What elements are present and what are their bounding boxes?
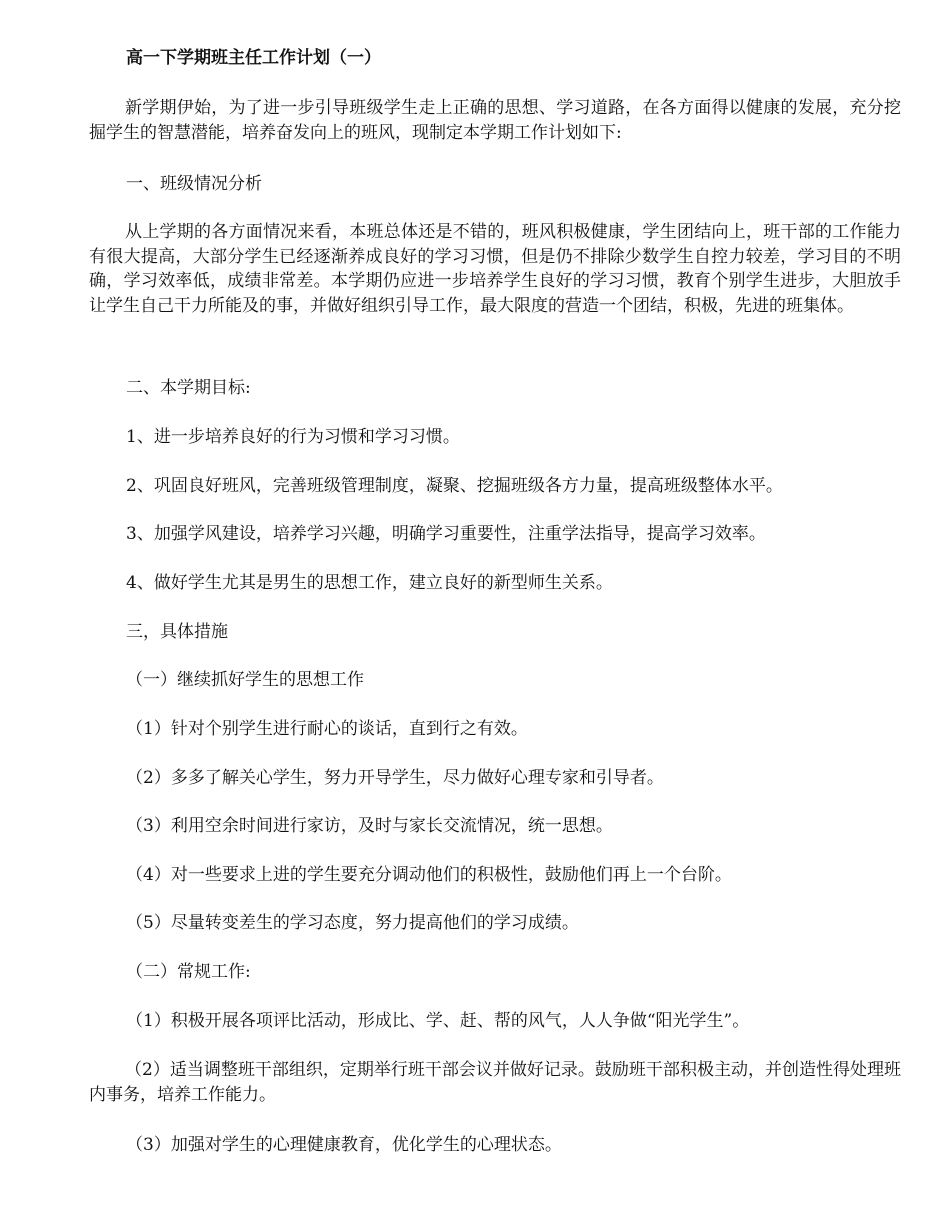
sub1-item: （1）针对个别学生进行耐心的谈话，直到行之有效。 xyxy=(126,719,528,739)
section1-heading: 一、班级情况分析 xyxy=(126,174,262,194)
section2-heading: 二、本学期目标: xyxy=(126,378,251,398)
intro-paragraph: 新学期伊始，为了进一步引导班级学生走上正确的思想、学习道路，在各方面得以健康的发展，充分挖掘学生的智慧潜能，培养奋发向上的班风，现制定本学期工作计划如下: xyxy=(89,98,901,143)
sub1-heading: （一）继续抓好学生的思想工作 xyxy=(126,670,364,690)
sub2-item: （1）积极开展各项评比活动，形成比、学、赶、帮的风气，人人争做“阳光学生”。 xyxy=(126,1011,750,1031)
goal-item: 2、巩固良好班风，完善班级管理制度，凝聚、挖掘班级各方力量，提高班级整体水平。 xyxy=(126,476,783,496)
section1-paragraph: 从上学期的各方面情况来看，本班总体还是不错的，班风积极健康，学生团结向上，班干部的工作能力有很大提高，大部分学生已经逐渐养成良好的学习习惯，但是仍不排除少数学生自控力较差，学习目的不明确，学习效率低，成绩非常差。本学期仍应进一步培养学生良好的学习习惯，教育个别学生进步，大胆放手让学生自己干力所能及的事，并做好组织引导工作，最大限度的营造一个团结，积极，先进的班集体。 xyxy=(89,222,901,316)
goal-item: 4、做好学生尤其是男生的思想工作，建立良好的新型师生关系。 xyxy=(126,573,613,593)
sub2-item: （3）加强对学生的心理健康教育，优化学生的心理状态。 xyxy=(126,1135,562,1155)
document-title: 高一下学期班主任工作计划（一） xyxy=(126,48,381,68)
goal-item: 3、加强学风建设，培养学习兴趣，明确学习重要性，注重学法指导，提高学习效率。 xyxy=(126,524,766,544)
sub1-item: （5）尽量转变差生的学习态度，努力提高他们的学习成绩。 xyxy=(126,913,579,933)
sub2-heading: （二）常规工作: xyxy=(126,962,251,982)
section3-heading: 三，具体措施 xyxy=(126,622,228,642)
sub1-item: （3）利用空余时间进行家访，及时与家长交流情况，统一思想。 xyxy=(126,816,613,836)
sub1-item: （4）对一些要求上进的学生要充分调动他们的积极性，鼓励他们再上一个台阶。 xyxy=(126,865,732,885)
sub1-item: （2）多多了解关心学生，努力开导学生，尽力做好心理专家和引导者。 xyxy=(126,768,664,788)
goal-item: 1、进一步培养良好的行为习惯和学习习惯。 xyxy=(126,427,460,447)
sub2-item-paragraph: （2）适当调整班干部组织，定期举行班干部会议并做好记录。鼓励班干部积极主动，并创造性得处理班内事务，培养工作能力。 xyxy=(89,1060,901,1105)
